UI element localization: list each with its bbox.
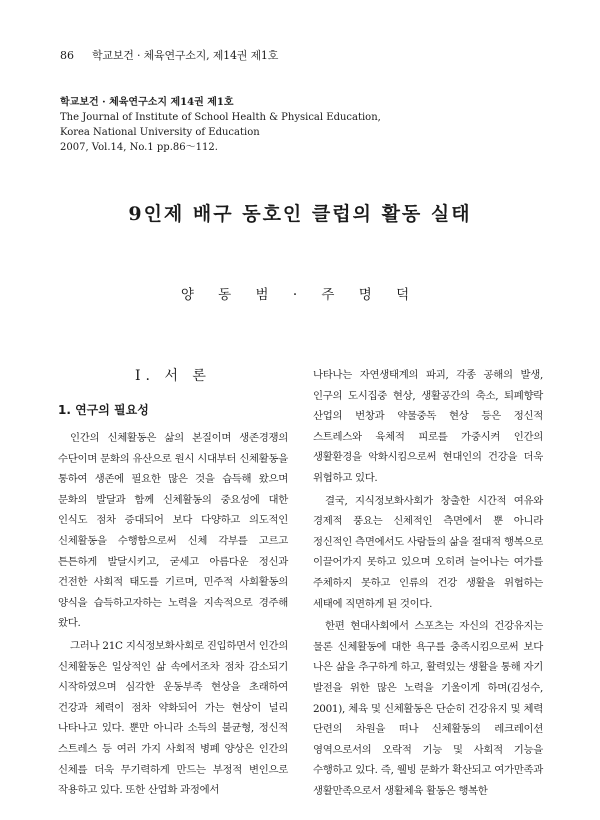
running-title: 학교보건 · 체육연구소지, 제14권 제1호 (92, 49, 279, 62)
journal-institution: Korea National University of Education (60, 127, 260, 138)
left-column (58, 365, 288, 801)
journal-title-korean: 학교보건 · 체육연구소지 제14권 제1호 (60, 97, 234, 108)
subsection-heading: 1. 연구의 필요성 (58, 403, 149, 417)
running-header (60, 47, 540, 63)
authors: 양 동 범 · 주 명 덕 (180, 287, 420, 303)
page-number: 86 (60, 49, 74, 62)
paragraph: 인간의 신체활동은 삶의 본질이며 생존경쟁의 수단이며 문화의 유산으로 원시 시대부터 신체활동을 통하여 생존에 필요한 많은 것을 습득해 왔으며 문화의 발달과 함께 신체활동의 중요성에 대한 인식도 점차 증대되어 보다 다양하고 의도적인 신체활동을 수행함으로써 신체 각부를 고르고 튼튼하게 발달시키고, 굳세고 아름다운 정신과 건전한 사회적 태도를 기르며, 민주적 사회활동의 양식을 습득하고자하는 노력을 지속적으로 경주해 왔다. (58, 432, 288, 630)
volume-info: 2007, Vol.14, No.1 pp.86～112. (60, 142, 218, 153)
paragraph: 한편 현대사회에서 스포츠는 자신의 건강유지는 물론 신체활동에 대한 욕구를 충족시킴으로써 보다 나은 삶을 추구하게 하고, 활력있는 생활을 통해 자기 발전을 위한 많은 노력을 기울이게 하며(김성수, 2001), 체육 및 신체활동은 단순히 건강유지 및 체력 단련의 차원을 떠나 신체활동의 레크레이션 영역으로서의 오락적 기능 및 사회적 기능을 수행하고 있다. 즉, 웰빙 문화가 확산되고 여가만족과 생활만족으로서 생활체육 활동은 행복한 (313, 620, 543, 797)
paper-title: 9인제 배구 동호인 클럽의 활동 실태 (128, 203, 472, 225)
paragraph: 나타나는 자연생태계의 파괴, 각종 공해의 발생, 인구의 도시집중 현상, 생활공간의 축소, 퇴폐향락 산업의 번창과 약물중독 현상 등은 정신적 스트레스와 육체적 피로를 가중시켜 인간의 생활환경을 악화시킴으로써 현대인의 건강을 더욱 위협하고 있다. (313, 369, 543, 484)
paragraph: 그러나 21C 지식정보화사회로 진입하면서 인간의 신체활동은 일상적인 삶 속에서조차 점차 감소되기 시작하였으며 심각한 운동부족 현상을 초래하여 건강과 체력이 점차 약화되어 가는 현상이 널리 나타나고 있다. 뿐만 아니라 소득의 불균형, 정신적 스트레스 등 여러 가지 사회적 병폐 양상은 인간의 신체를 더욱 무기력하게 만드는 부정적 변인으로 작용하고 있다. 또한 산업화 과정에서 (58, 639, 288, 797)
section-heading: I. 서 론 (135, 368, 211, 384)
paragraph: 결국, 지식정보화사회가 창출한 시간적 여유와 경제적 풍요는 신체적인 측면에서 뿐 아니라 정신적인 측면에서도 사람들의 삶을 절대적 행복으로 이끌어가지 못하고 있으며 오히려 늘어나는 여가를 주체하지 못하고 인류의 건강 생활을 위협하는 세태에 직면하게 된 것이다. (313, 494, 543, 610)
journal-title-english: The Journal of Institute of School Health & Physical Education, (60, 112, 381, 123)
citation-block (60, 95, 520, 155)
right-column (313, 365, 543, 801)
